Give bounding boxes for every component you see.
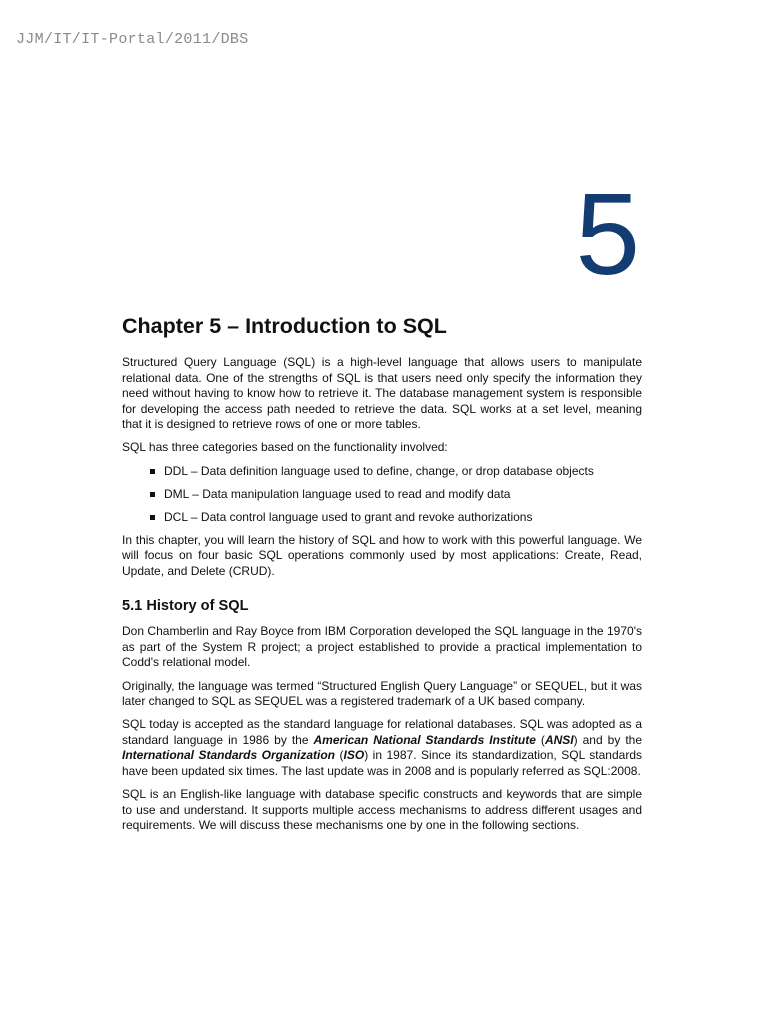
ansi-acronym: ANSI bbox=[544, 732, 574, 747]
intro-paragraph-1: Structured Query Language (SQL) is a high-level language that allows users to manipulate relational data. One of the strengths of SQL is that users need only specify the information they need without having to know how to retrieve it. The database management system is responsible for developing the access path needed to retrieve the data. SQL works at a set level, meaning that it is designed to retrieve rows of one or more tables. bbox=[122, 355, 642, 432]
history-paragraph-4: SQL is an English-like language with database specific constructs and keywords that are simple to use and understand. It supports multiple access mechanisms to address different usages and requirements. We will discuss these mechanisms one by one in the following sections. bbox=[122, 787, 642, 833]
list-item bbox=[164, 510, 642, 526]
intro-paragraph-2: SQL has three categories based on the functionality involved: bbox=[122, 440, 448, 455]
text-run: ) in 1987. Since its standardization, SQL standards have been updated six times. The last update was in 2008 and is popularly referred as SQL:2008. bbox=[122, 748, 642, 779]
section-title: 5.1 History of SQL bbox=[122, 598, 249, 615]
chapter-title: Chapter 5 – Introduction to SQL bbox=[122, 314, 447, 338]
list-item bbox=[164, 487, 642, 503]
text-run: SQL today is accepted as the standard language for relational databases. SQL was adopted as a standard language in 1986 by the bbox=[122, 717, 642, 747]
list-item-text: DCL – Data control language used to grant and revoke authorizations bbox=[164, 509, 533, 524]
bullet-icon bbox=[150, 515, 155, 520]
history-paragraph-2: Originally, the language was termed “Structured English Query Language” or SEQUEL, but it was later changed to SQL as SEQUEL was a registered trademark of a UK based company. bbox=[122, 678, 642, 709]
text-run: ( bbox=[335, 748, 344, 763]
watermark-path: JJM/IT/IT-Portal/2011/DBS bbox=[16, 31, 249, 48]
page-content bbox=[122, 312, 642, 841]
list-item bbox=[164, 464, 642, 480]
chapter-number: 5 bbox=[575, 169, 640, 299]
sql-categories-list bbox=[122, 464, 642, 526]
list-item-text: DDL – Data definition language used to define, change, or drop database objects bbox=[164, 463, 594, 478]
iso-acronym: ISO bbox=[343, 748, 365, 763]
history-paragraph-3 bbox=[122, 717, 642, 779]
text-run: ) and by the bbox=[573, 732, 642, 747]
bullet-icon bbox=[150, 469, 155, 474]
iso-full-name: International Standards Organization bbox=[122, 748, 336, 763]
list-item-text: DML – Data manipulation language used to read and modify data bbox=[164, 486, 511, 501]
bullet-icon bbox=[150, 492, 155, 497]
history-paragraph-1: Don Chamberlin and Ray Boyce from IBM Corporation developed the SQL language in the 1970's as part of the System R project; a project established to provide a practical implementation to Codd's relational model. bbox=[122, 624, 642, 670]
text-run: ( bbox=[535, 732, 545, 747]
ansi-full-name: American National Standards Institute bbox=[313, 732, 536, 747]
intro-paragraph-3: In this chapter, you will learn the history of SQL and how to work with this powerful language. We will focus on four basic SQL operations commonly used by most applications: Create, Read, Update, and Delete (CRUD). bbox=[122, 532, 642, 578]
